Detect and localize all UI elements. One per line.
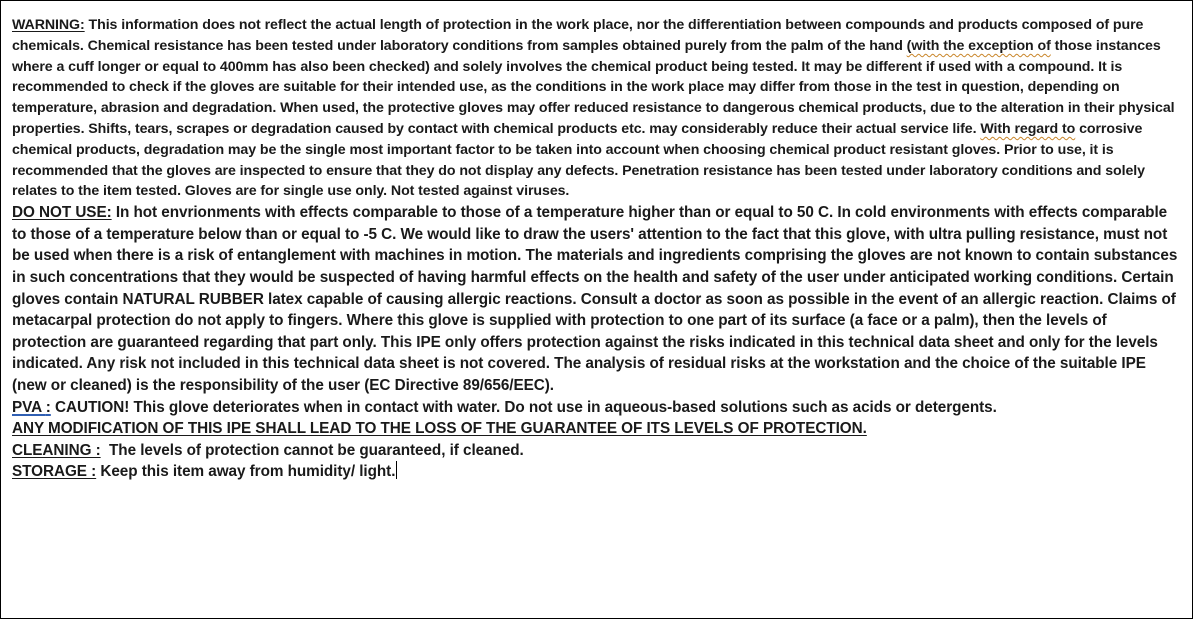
modification-notice — [12, 418, 1182, 440]
document-body[interactable] — [12, 15, 1182, 483]
warning-text-part-2: those instances where a cuff longer or equal to 400mm has also been checked) and solely involves the chemical product being tested. It may be different if used with a compound. It is recommended to check if the gloves are suitable for their intended use, as the conditions in the work place may differ from those in the test in question, depending on temperature, abrasion and degradation. When used, the protective gloves may offer reduced resistance to dangerous chemical products, due to the alteration in their physical properties. Shifts, tears, scrapes or degradation caused by contact with chemical products etc. may considerably reduce their actual service life. — [12, 37, 1175, 137]
cleaning-label: CLEANING : — [12, 441, 101, 459]
storage-paragraph — [12, 461, 1182, 483]
warning-text-part-3: corrosive chemical products, degradation may be the single most important factor to be taken into account when choosing chemical product resistant gloves. Prior to use, it is recommended that the gloves are inspected to ensure that they do not display any defects. Penetration resistance has been tested under laboratory conditions and solely relates to the item tested. Gloves are for single use only. Not tested against viruses. — [12, 120, 1145, 200]
pva-label — [12, 399, 51, 416]
spellcheck-flag-phrase[interactable]: With regard to — [980, 120, 1076, 137]
do-not-use-paragraph — [12, 202, 1182, 396]
storage-text: Keep this item away from humidity/ light. — [96, 463, 396, 481]
cleaning-text: The levels of protection cannot be guaranteed, if cleaned. — [100, 441, 524, 459]
do-not-use-label: DO NOT USE: — [12, 204, 112, 222]
pva-label-word: PVA — [12, 398, 46, 416]
pva-label-colon: : — [45, 398, 51, 416]
storage-label: STORAGE : — [12, 463, 97, 481]
pva-text: CAUTION! This glove deteriorates when in contact with water. Do not use in aqueous-based solutions such as acids or detergents. — [50, 398, 997, 416]
modification-text: ANY MODIFICATION OF THIS IPE SHALL LEAD TO THE LOSS OF THE GUARANTEE OF ITS LEVELS OF PROTECTION. — [12, 420, 867, 438]
warning-paragraph — [12, 15, 1182, 202]
spellcheck-flag-phrase[interactable]: (with the exception of — [906, 37, 1051, 54]
warning-text-part-1: This information does not reflect the actual length of protection in the work place, nor the differentiation between compounds and products composed of pure chemicals. Chemical resistance has been tested under laboratory conditions from samples obtained purely from the palm of the hand — [12, 17, 1144, 54]
warning-label: WARNING: — [12, 17, 85, 33]
do-not-use-text: In hot envrionments with effects comparable to those of a temperature higher than or equal to 50 C. In cold environments with effects comparable to those of a temperature below than or equal to -5 C. We would like to draw the users' attention to the fact that this glove, with ultra pulling resistance, must not be used when there is a risk of entanglement with machines in motion. The materials and ingredients comprising the gloves are not known to contain substances in such concentrations that they would be suspected of having harmful effects on the health and safety of the user under anticipated working conditions. Certain gloves contain NATURAL RUBBER latex capable of causing allergic reactions. Consult a doctor as soon as possible in the event of an allergic reaction. Claims of metacarpal protection do not apply to fingers. Where this glove is supplied with protection to one part of its surface (a face or a palm), then the levels of protection are guaranteed regarding that part only. This IPE only offers protection against the risks indicated in this technical data sheet and only for the levels indicated. Any risk not included in this technical data sheet is not covered. The analysis of residual risks at the workstation and the choice of the suitable IPE (new or cleaned) is the responsibility of the user (EC Directive 89/656/EEC). — [12, 204, 1178, 394]
cleaning-paragraph — [12, 440, 1182, 462]
text-cursor — [396, 461, 397, 479]
pva-paragraph — [12, 397, 1182, 419]
